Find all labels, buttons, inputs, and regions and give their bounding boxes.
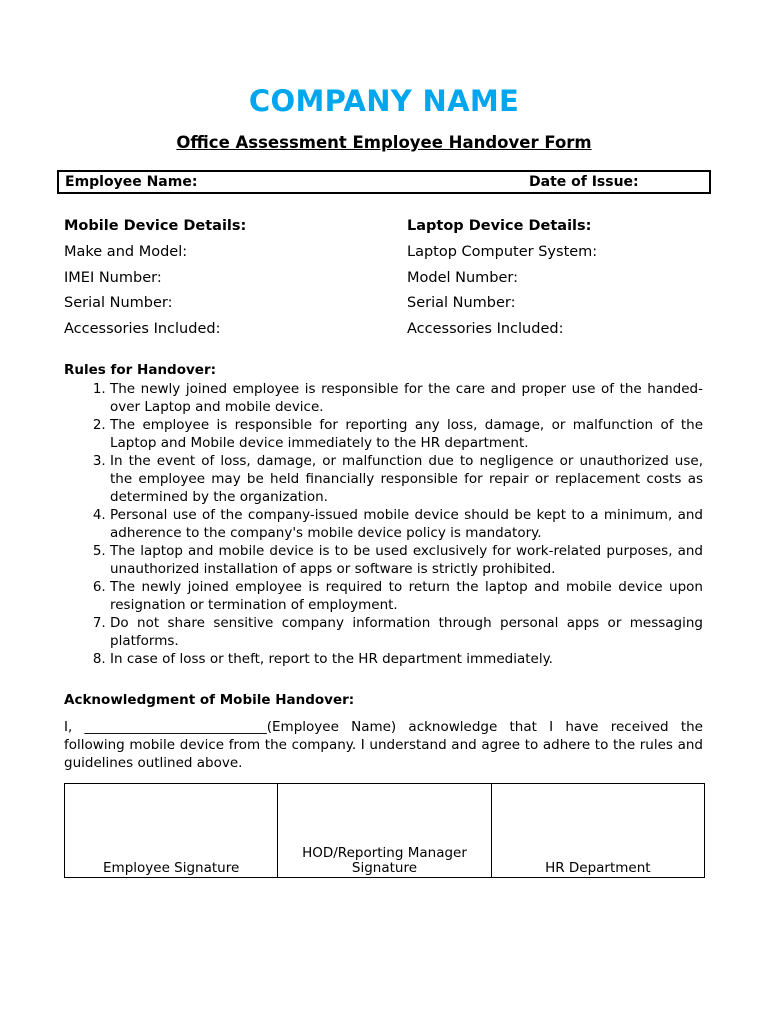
acknowledgment-heading: Acknowledgment of Mobile Handover: bbox=[64, 692, 355, 708]
company-name: COMPANY NAME bbox=[248, 84, 520, 118]
acknowledgment-text: I, ___________________________(Employee Name) acknowledge that I have received the following mobile device from the company. I understand and agree to adhere to the rules and guidelines outlined above. bbox=[64, 719, 703, 771]
employee-name-label: Employee Name: bbox=[65, 174, 198, 190]
signature-table bbox=[64, 783, 705, 878]
hr-department-cell: HR Department bbox=[491, 784, 704, 878]
form-title: Office Assessment Employee Handover Form bbox=[176, 133, 592, 152]
hod-signature-cell: HOD/Reporting Manager Signature bbox=[278, 784, 491, 878]
laptop-device-details bbox=[407, 218, 597, 346]
rule-item: 1. The newly joined employee is responsible for the care and proper use of the handed-over Laptop and mobile device. bbox=[110, 380, 703, 416]
rule-item: 3. In the event of loss, damage, or malfunction due to negligence or unauthorized use, the employee may be held financially responsible for repair or replacement costs as determined by the organization. bbox=[110, 452, 703, 506]
laptop-details-heading: Laptop Device Details: bbox=[407, 218, 592, 234]
mobile-details-heading: Mobile Device Details: bbox=[64, 218, 247, 234]
laptop-field-system: Laptop Computer System: bbox=[407, 244, 598, 260]
employee-signature-cell: Employee Signature bbox=[65, 784, 278, 878]
mobile-field-accessories: Accessories Included: bbox=[64, 320, 221, 337]
laptop-field-accessories: Accessories Included: bbox=[407, 320, 564, 337]
mobile-field-serial: Serial Number: bbox=[64, 295, 173, 311]
rule-item: 7. Do not share sensitive company information through personal apps or messaging platforms. bbox=[110, 614, 703, 650]
rule-item: 6. The newly joined employee is required to return the laptop and mobile device upon resignation or termination of employment. bbox=[110, 578, 703, 614]
employee-info-box bbox=[57, 170, 711, 194]
rule-item: 8. In case of loss or theft, report to the HR department immediately. bbox=[110, 650, 703, 668]
laptop-field-model: Model Number: bbox=[407, 269, 519, 286]
laptop-field-serial: Serial Number: bbox=[407, 295, 516, 311]
rule-item: 2. The employee is responsible for reporting any loss, damage, or malfunction of the Laptop and Mobile device immediately to the HR department. bbox=[110, 416, 703, 452]
rule-item: 4. Personal use of the company-issued mobile device should be kept to a minimum, and adherence to the company's mobile device policy is mandatory. bbox=[110, 506, 703, 542]
mobile-device-details bbox=[64, 218, 246, 346]
mobile-field-imei: IMEI Number: bbox=[64, 269, 162, 286]
rules-list bbox=[64, 380, 703, 668]
rules-heading: Rules for Handover: bbox=[64, 362, 217, 378]
mobile-field-make-model: Make and Model: bbox=[64, 244, 188, 260]
rule-item: 5. The laptop and mobile device is to be used exclusively for work-related purposes, and unauthorized installation of apps or software is strictly prohibited. bbox=[110, 542, 703, 578]
date-of-issue-label: Date of Issue: bbox=[529, 174, 639, 190]
